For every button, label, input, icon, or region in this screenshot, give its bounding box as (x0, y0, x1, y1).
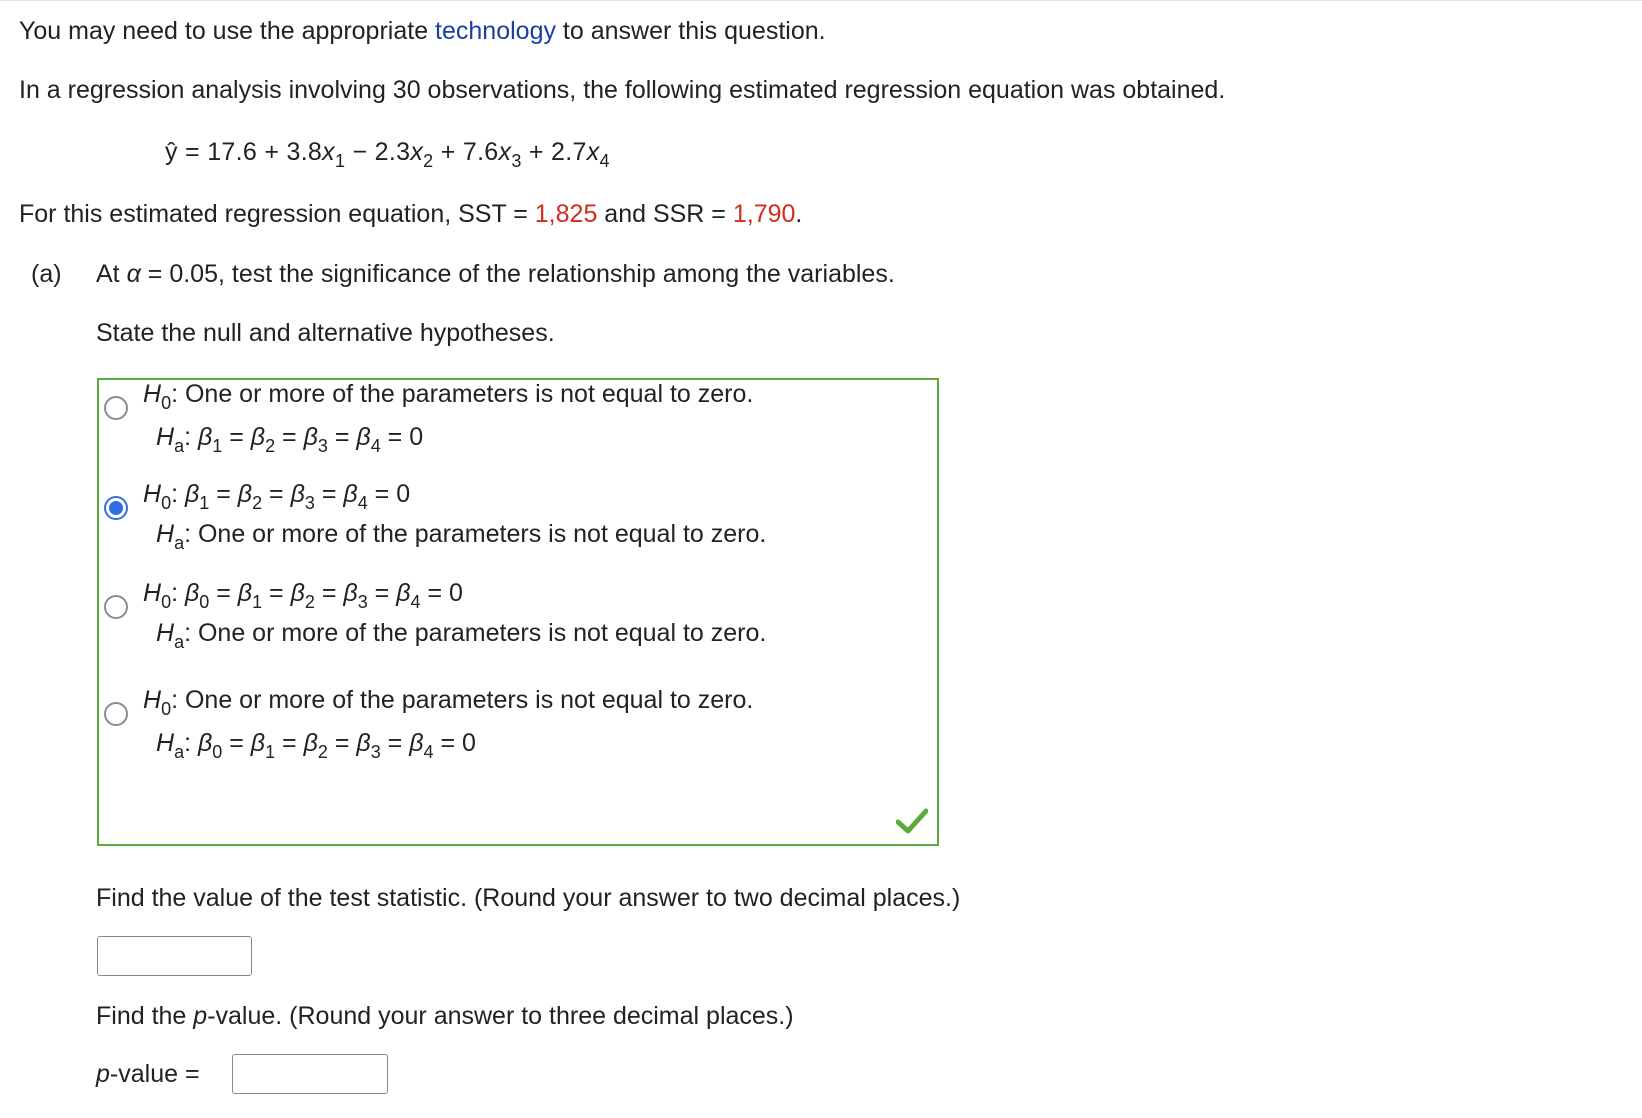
option-3-h0: $H_0$: $\beta_0 = \beta_1 = \beta_2 = \beta_3 = \beta_4 = 0$ (143, 579, 463, 612)
problem-text: In a regression analysis involving 30 observations, the following estimated regression equation was obtained. (19, 76, 1226, 104)
option-4-radio[interactable] (104, 702, 128, 726)
p-value-prompt: Find the p-value. (Round your answer to three decimal places.) (96, 1002, 794, 1030)
part-a-label: (a) (31, 260, 62, 288)
test-statistic-input[interactable] (97, 936, 252, 976)
checkmark-icon (896, 808, 928, 834)
sst-ssr-text: For this estimated regression equation, SST = 1,825 and SSR = 1,790. (19, 200, 803, 228)
technology-link[interactable]: technology (435, 17, 556, 45)
ssr-value: 1,790 (732, 200, 796, 228)
option-3-ha: $H_a$: One or more of the parameters is not equal to zero. (156, 619, 767, 652)
sst-value: 1,825 (534, 200, 598, 228)
regression-equation: ŷ = $17.6 + 3.8x_1 - 2.3x_2 + 7.6x_3 + 2.7x_4$ (165, 138, 610, 171)
option-2-h0: $H_0$: $\beta_1 = \beta_2 = \beta_3 = \beta_4 = 0$ (143, 480, 411, 513)
top-divider (0, 0, 1642, 1)
p-value-input[interactable] (232, 1054, 388, 1094)
hypothesis-prompt: State the null and alternative hypotheses. (96, 319, 555, 347)
option-1-radio[interactable] (104, 396, 128, 420)
test-statistic-prompt: Find the value of the test statistic. (Round your answer to two decimal places.) (96, 884, 961, 912)
option-2-radio[interactable] (104, 496, 128, 520)
option-2-ha: $H_a$: One or more of the parameters is not equal to zero. (156, 520, 767, 553)
p-value-label: p-value = (96, 1060, 200, 1088)
option-3-radio[interactable] (104, 595, 128, 619)
intro-text: You may need to use the appropriate technology to answer this question. (19, 17, 826, 45)
option-4-ha: $H_a$: $\beta_0 = \beta_1 = \beta_2 = \beta_3 = \beta_4 = 0$ (156, 729, 476, 762)
part-a-question: At α = 0.05, test the significance of the relationship among the variables. (96, 260, 895, 288)
option-4-h0: $H_0$: One or more of the parameters is not equal to zero. (143, 686, 754, 719)
option-1-ha: $H_a$: $\beta_1 = \beta_2 = \beta_3 = \beta_4 = 0$ (156, 423, 424, 456)
option-1-h0: $H_0$: One or more of the parameters is not equal to zero. (143, 380, 754, 413)
